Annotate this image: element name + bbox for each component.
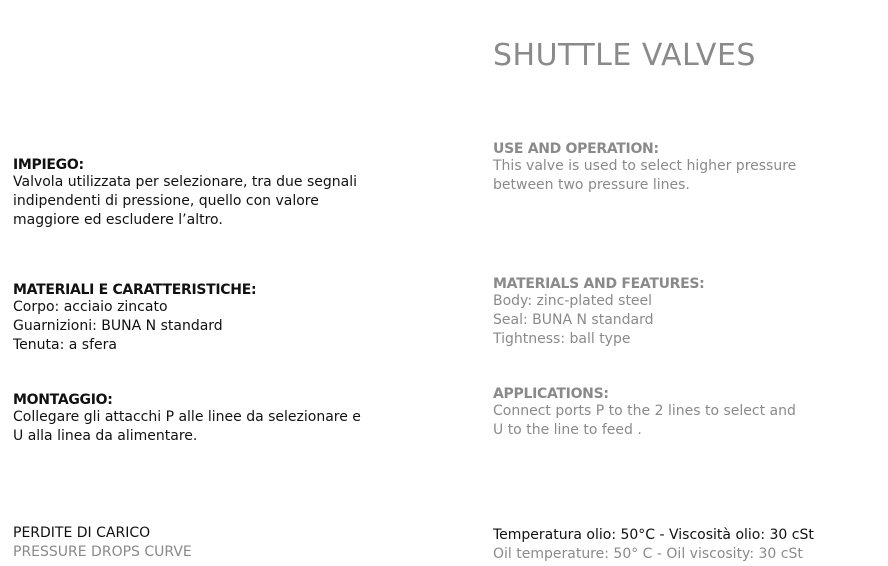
section-applications — [493, 386, 796, 440]
use-line: This valve is used to select higher pressure — [493, 158, 797, 174]
materials-heading: MATERIALS AND FEATURES: — [493, 276, 705, 292]
materiali-text — [13, 298, 256, 355]
materials-line: Tightness: ball type — [493, 331, 631, 347]
applications-line: U to the line to feed . — [493, 422, 642, 438]
page-title: SHUTTLE VALVES — [493, 38, 756, 73]
conditions-italian: Temperatura olio: 50°C - Viscosità olio: 30 cSt — [493, 527, 814, 543]
montaggio-line: U alla linea da alimentare. — [13, 428, 198, 444]
montaggio-line: Collegare gli attacchi P alle linee da selezionare e — [13, 409, 361, 425]
applications-text — [493, 402, 796, 440]
materials-text — [493, 292, 704, 349]
materiali-line: Corpo: acciaio zincato — [13, 299, 168, 315]
materials-line: Body: zinc-plated steel — [493, 293, 653, 309]
materials-line: Seal: BUNA N standard — [493, 312, 654, 328]
impiego-line: maggiore ed escludere l’altro. — [13, 212, 223, 228]
section-materiali — [13, 282, 256, 355]
use-text — [493, 157, 796, 195]
applications-line: Connect ports P to the 2 lines to select and — [493, 403, 796, 419]
section-montaggio — [13, 392, 361, 446]
materiali-heading: MATERIALI E CARATTERISTICHE: — [13, 282, 257, 298]
impiego-heading: IMPIEGO: — [13, 157, 84, 173]
impiego-line: indipendenti di pressione, quello con valore — [13, 193, 319, 209]
section-use — [493, 141, 796, 195]
section-materials — [493, 276, 704, 349]
montaggio-heading: MONTAGGIO: — [13, 392, 113, 408]
use-heading: USE AND OPERATION: — [493, 141, 659, 157]
pressure-drops-label: PRESSURE DROPS CURVE — [13, 544, 192, 560]
materiali-line: Guarnizioni: BUNA N standard — [13, 318, 223, 334]
impiego-text — [13, 173, 357, 230]
conditions-english: Oil temperature: 50° C - Oil viscosity: 30 cSt — [493, 546, 803, 562]
perdite-label: PERDITE DI CARICO — [13, 525, 151, 541]
impiego-line: Valvola utilizzata per selezionare, tra due segnali — [13, 174, 358, 190]
applications-heading: APPLICATIONS: — [493, 386, 609, 402]
section-impiego — [13, 157, 357, 230]
montaggio-text — [13, 408, 361, 446]
materiali-line: Tenuta: a sfera — [13, 337, 117, 353]
use-line: between two pressure lines. — [493, 177, 690, 193]
